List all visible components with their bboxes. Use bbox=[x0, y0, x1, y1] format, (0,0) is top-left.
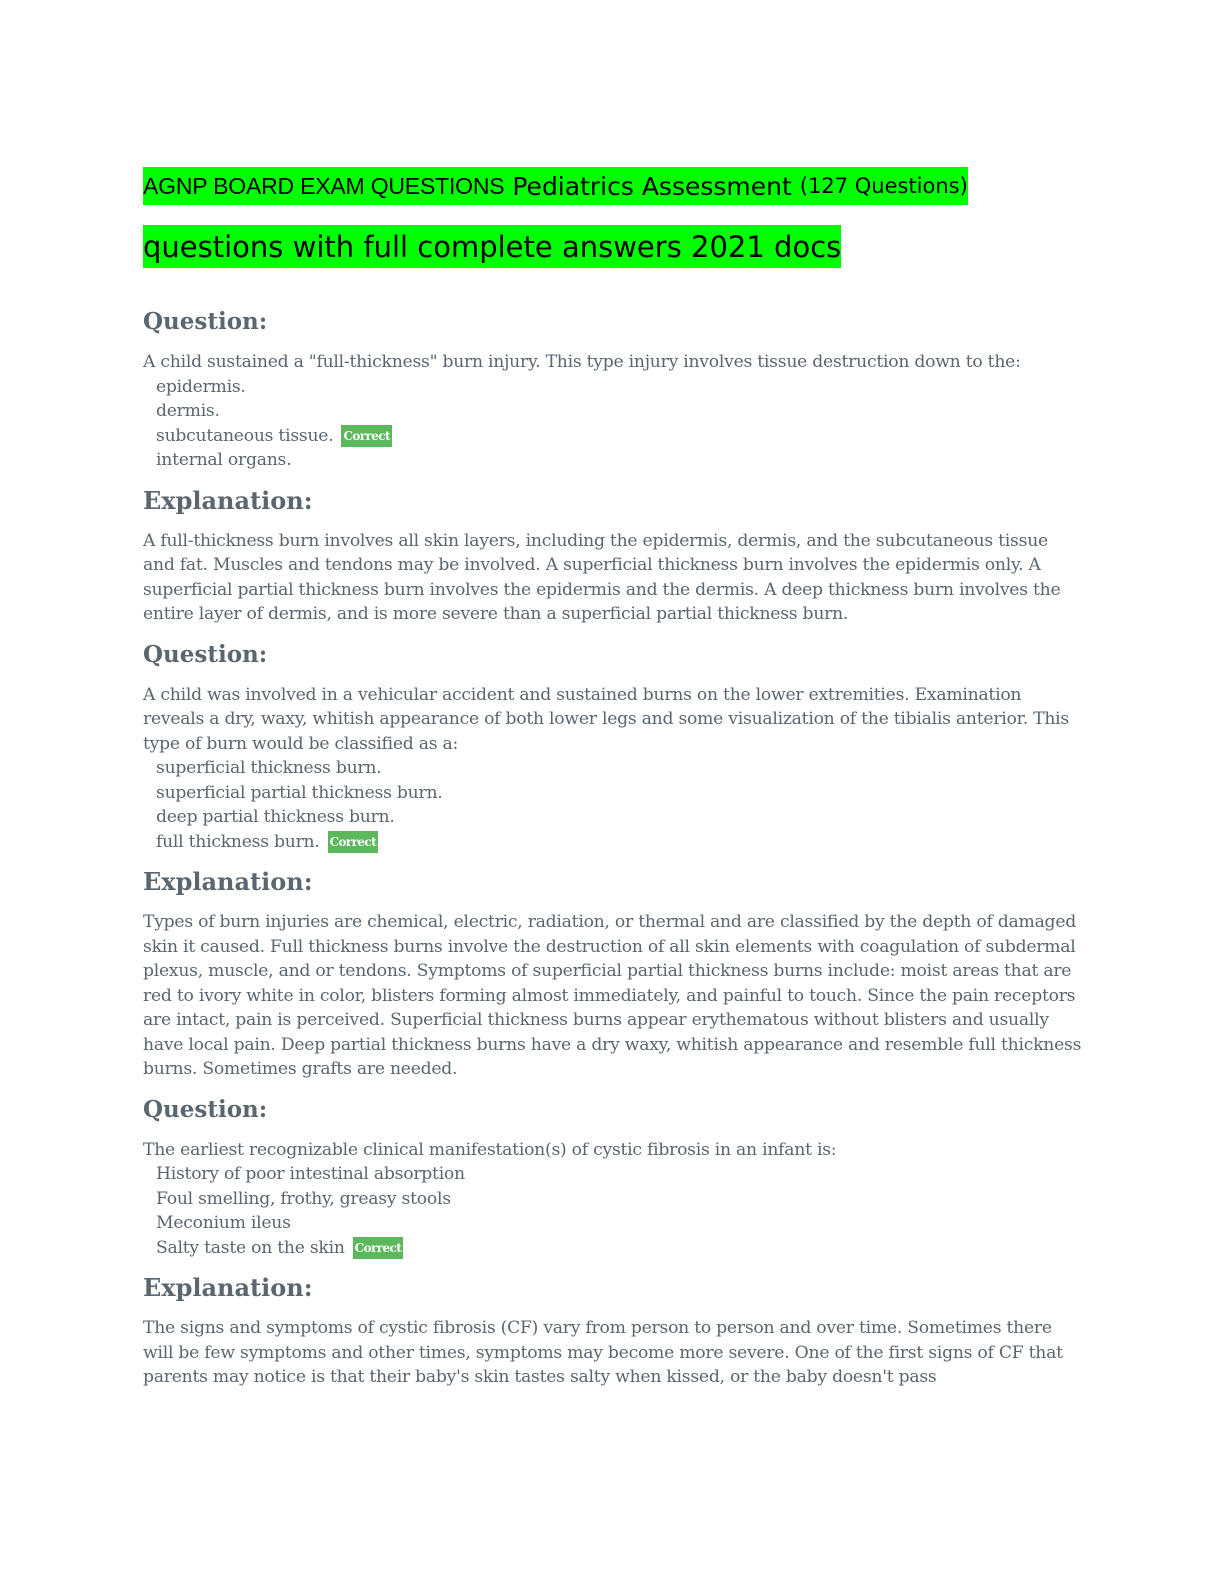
qa-item-3 bbox=[143, 1090, 1083, 1390]
title-part-1: AGNP BOARD EXAM QUESTIONS bbox=[143, 172, 505, 199]
answer-option: deep partial thickness burn. bbox=[156, 807, 395, 827]
answer-option: Meconium ileus bbox=[156, 1213, 291, 1233]
answer-option: epidermis. bbox=[156, 376, 246, 397]
correct-badge: Correct bbox=[341, 425, 391, 447]
question-heading: Question: bbox=[143, 308, 268, 335]
correct-badge: Correct bbox=[353, 1237, 403, 1259]
explanation-heading: Explanation: bbox=[143, 485, 313, 515]
document-title-line-1 bbox=[143, 167, 968, 205]
title-part-3: (127 Questions) bbox=[799, 174, 968, 198]
answer-option-correct: Salty taste on the skin Correct bbox=[156, 1237, 402, 1258]
question-text: A child sustained a "full-thickness" burn injury. This type injury involves tissue destruction down to the: bbox=[143, 352, 1021, 372]
explanation-text: A full-thickness burn involves all skin layers, including the epidermis, dermis, and the subcutaneous tissue and fat. Muscles and tendons may be involved. A superficial thickness burn involves the epidermis only. A superficial partial thickness burn involves the epidermis and the dermis. A deep thickness burn involves the entire layer of dermis, and is more severe than a superficial partial thickness burn. bbox=[143, 530, 1061, 624]
qa-item-1 bbox=[143, 302, 1083, 635]
explanation-heading: Explanation: bbox=[143, 1273, 313, 1302]
title-part-2: Pediatrics Assessment bbox=[512, 171, 792, 201]
answer-option: dermis. bbox=[156, 401, 220, 421]
correct-badge: Correct bbox=[328, 831, 378, 853]
explanation-text: Types of burn injuries are chemical, electric, radiation, or thermal and are classified by the depth of damaged skin it caused. Full thickness burns involve the destruction of all skin elements with coagulation of subdermal plexus, muscle, and or tendons. Symptoms of superficial partial thickness burns include: moist areas that are red to ivory white in color, blisters forming almost immediately, and painful to touch. Since the pain receptors are intact, pain is perceived. Superficial thickness burns appear erythematous without blisters and usually have local pain. Deep partial thickness burns have a dry waxy, whitish appearance and resemble full thickness burns. Sometimes grafts are needed. bbox=[143, 912, 1082, 1079]
question-heading: Question: bbox=[143, 640, 268, 668]
answer-option-correct: full thickness burn. Correct bbox=[156, 831, 377, 852]
answer-option: History of poor intestinal absorption bbox=[156, 1164, 465, 1184]
answer-option-correct: subcutaneous tissue. Correct bbox=[156, 425, 390, 446]
qa-content bbox=[143, 302, 1083, 1390]
answer-options bbox=[143, 1162, 1083, 1260]
question-text: A child was involved in a vehicular accident and sustained burns on the lower extremities. Examination reveals a dry, waxy, whitish appearance of both lower legs and some visualization of the tibialis anterior. This type of burn would be classified as a: bbox=[143, 684, 1069, 754]
answer-option: superficial thickness burn. bbox=[156, 758, 382, 778]
explanation-text: The signs and symptoms of cystic fibrosis (CF) vary from person to person and over time. Sometimes there will be few symptoms and other times, symptoms may become more severe. One of the first signs of CF that parents may notice is that their baby's skin tastes salty when kissed, or the baby doesn't pass bbox=[143, 1318, 1063, 1387]
question-heading: Question: bbox=[143, 1095, 268, 1123]
answer-option: superficial partial thickness burn. bbox=[156, 782, 443, 803]
qa-item-2 bbox=[143, 635, 1083, 1090]
document-title-line-2: questions with full complete answers 2021 docs bbox=[143, 225, 841, 268]
answer-option: Foul smelling, frothy, greasy stools bbox=[156, 1188, 451, 1209]
question-text: The earliest recognizable clinical manifestation(s) of cystic fibrosis in an infant is: bbox=[143, 1139, 837, 1160]
answer-option: internal organs. bbox=[156, 450, 292, 470]
answer-options bbox=[143, 756, 1083, 854]
explanation-heading: Explanation: bbox=[143, 867, 313, 896]
answer-options bbox=[143, 375, 1083, 473]
